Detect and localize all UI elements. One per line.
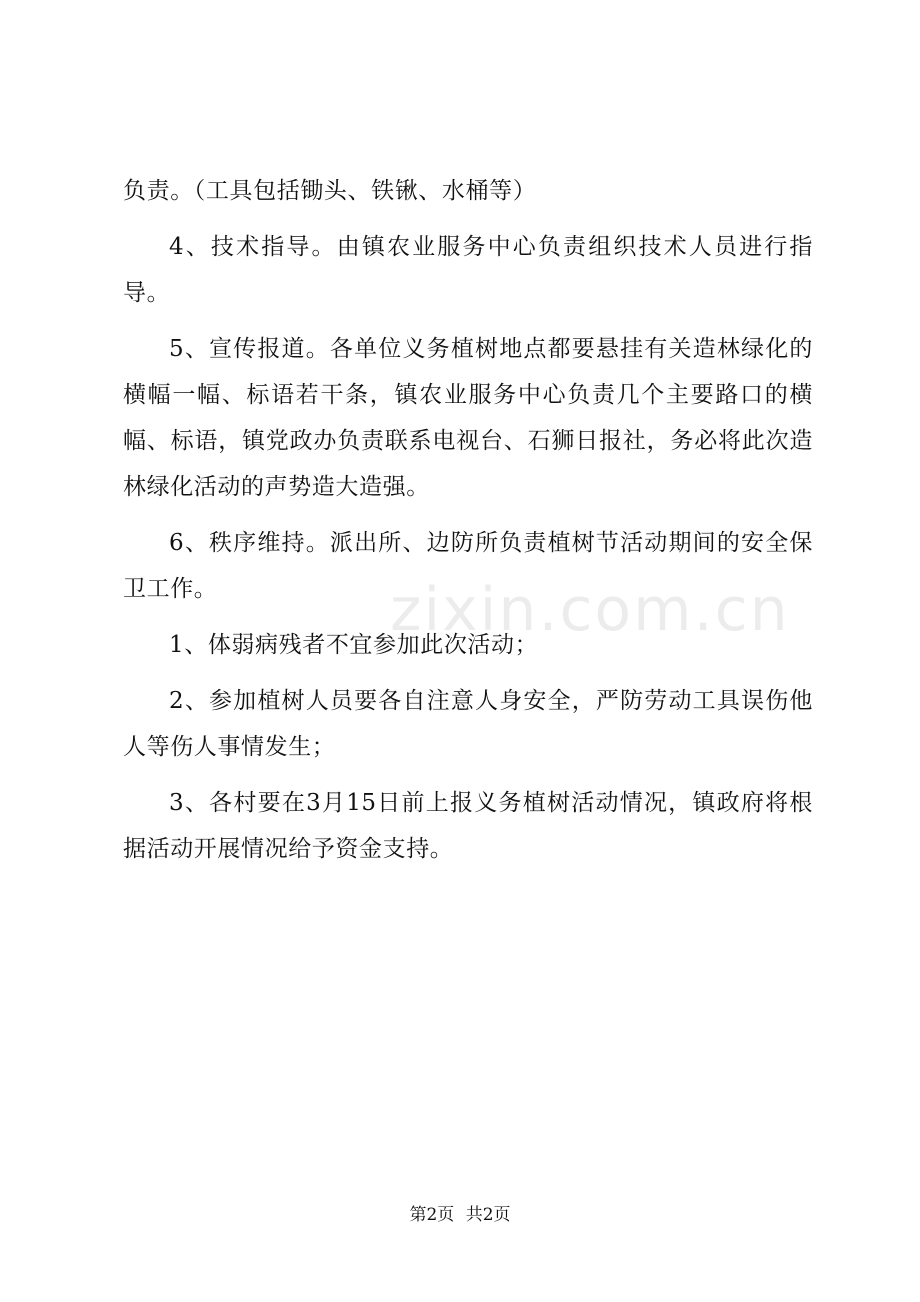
paragraph-order-maintenance: 6、秩序维持。派出所、边防所负责植树节活动期间的安全保卫工作。 [123,530,813,602]
watermark: zixin.com.cn [390,575,790,645]
document-body [123,168,813,882]
page-footer [0,1200,920,1225]
paragraph-note-1: 1、体弱病残者不宜参加此次活动； [169,632,539,658]
paragraph-note-2: 2、参加植树人员要各自注意人身安全，严防劳动工具误伤他人等伤人事情发生； [123,688,813,760]
paragraph-technical-guidance: 4、技术指导。由镇农业服务中心负责组织技术人员进行指导。 [123,234,813,306]
page-number-current: 第2页 [409,1205,455,1225]
paragraph-tools: 负责。（工具包括锄头、铁锹、水桶等） [123,178,537,204]
page-number-total: 共2页 [465,1205,511,1225]
paragraph-publicity: 5、宣传报道。各单位义务植树地点都要悬挂有关造林绿化的横幅一幅、标语若干条，镇农业服务中心负责几个主要路口的横幅、标语，镇党政办负责联系电视台、石狮日报社，务必将此次造林绿化活动的声势造大造强。 [123,336,813,500]
paragraph-note-3: 3、各村要在3月15日前上报义务植树活动情况，镇政府将根据活动开展情况给予资金支持。 [123,790,813,862]
